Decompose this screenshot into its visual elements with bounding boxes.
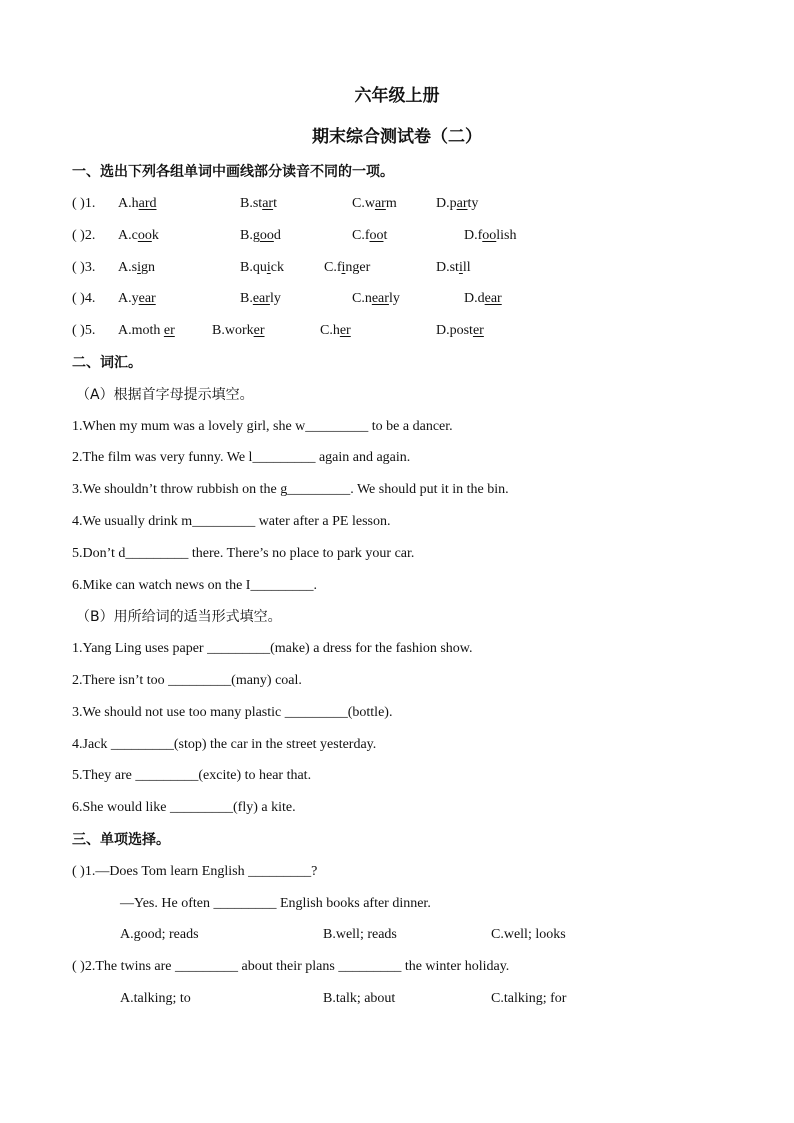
part2a-item-6: 6.Mike can watch news on the I_________.	[72, 578, 317, 593]
underlined-segment: oo	[137, 228, 152, 243]
part1-q1-option-a: A.hard	[118, 196, 157, 211]
part2b-heading: （B）用所给词的适当形式填空。	[76, 609, 282, 625]
underlined-segment: ar	[262, 196, 274, 211]
part1-q3-prefix: ( )3.	[72, 260, 96, 275]
part2a-item-4: 4.We usually drink m_________ water after a PE lesson.	[72, 514, 391, 529]
part2a-item-1: 1.When my mum was a lovely girl, she w_________ to be a dancer.	[72, 419, 453, 434]
underlined-segment: er	[472, 323, 484, 338]
part3-q1-stem2: —Yes. He often _________ English books after dinner.	[120, 896, 431, 911]
part2b-item-4: 4.Jack _________(stop) the car in the street yesterday.	[72, 737, 377, 752]
part3-q2-option-b: B.talk; about	[323, 991, 396, 1006]
part3-q1-option-a: A.good; reads	[120, 927, 199, 942]
part1-q2-prefix: ( )2.	[72, 228, 96, 243]
part2b-item-3: 3.We should not use too many plastic _________(bottle).	[72, 705, 393, 720]
part1-heading: 一、选出下列各组单词中画线部分读音不同的一项。	[72, 164, 394, 180]
part2a-item-2: 2.The film was very funny. We l_________ again and again.	[72, 450, 411, 465]
part1-q4-option-c: C.nearly	[352, 291, 400, 306]
underlined-segment: er	[163, 323, 175, 338]
part1-q1-prefix: ( )1.	[72, 196, 96, 211]
underlined-segment: ar	[456, 196, 468, 211]
underlined-segment: i	[137, 260, 141, 275]
part1-q5-option-c: C.her	[320, 323, 351, 338]
underlined-segment: i	[458, 260, 463, 275]
part3-q2-stem: ( )2.The twins are _________ about their plans _________ the winter holiday.	[72, 959, 510, 974]
underlined-segment: i	[341, 260, 346, 275]
part3-q1-option-b: B.well; reads	[323, 927, 397, 942]
exam-title: 期末综合测试卷（二）	[312, 127, 482, 147]
part1-q3-option-d: D.still	[436, 260, 471, 275]
underlined-segment: ear	[252, 291, 270, 306]
part1-q3-option-b: B.quick	[240, 260, 284, 275]
part1-q5-prefix: ( )5.	[72, 323, 96, 338]
part1-q5-option-d: D.poster	[436, 323, 484, 338]
part1-q1-option-c: C.warm	[352, 196, 397, 211]
part1-q5-option-b: B.worker	[212, 323, 265, 338]
underlined-segment: ar	[374, 196, 386, 211]
underlined-segment: ear	[371, 291, 389, 306]
part2-heading: 二、词汇。	[72, 355, 142, 371]
underlined-segment: er	[339, 323, 351, 338]
part1-q2-option-c: C.foot	[352, 228, 388, 243]
part1-q1-option-d: D.party	[436, 196, 479, 211]
part1-q4-option-a: A.year	[118, 291, 156, 306]
part2a-item-3: 3.We shouldn’t throw rubbish on the g_________. We should put it in the bin.	[72, 482, 509, 497]
underlined-segment: ard	[138, 196, 157, 211]
part2a-item-5: 5.Don’t d_________ there. There’s no place to park your car.	[72, 546, 415, 561]
part3-q1-stem: ( )1.—Does Tom learn English _________?	[72, 864, 318, 879]
part3-q1-option-c: C.well; looks	[491, 927, 566, 942]
part1-q4-option-b: B.early	[240, 291, 281, 306]
part1-q4-prefix: ( )4.	[72, 291, 96, 306]
part2b-item-6: 6.She would like _________(fly) a kite.	[72, 800, 296, 815]
part2b-item-5: 5.They are _________(excite) to hear that.	[72, 768, 312, 783]
part3-q2-option-a: A.talking; to	[120, 991, 191, 1006]
part2b-item-2: 2.There isn’t too _________(many) coal.	[72, 673, 302, 688]
part1-q2-option-a: A.cook	[118, 228, 159, 243]
underlined-segment: er	[253, 323, 265, 338]
part1-q1-option-b: B.start	[240, 196, 277, 211]
part3-heading: 三、单项选择。	[72, 832, 170, 848]
part2b-item-1: 1.Yang Ling uses paper _________(make) a dress for the fashion show.	[72, 641, 473, 656]
grade-title: 六年级上册	[354, 86, 440, 106]
underlined-segment: ear	[138, 291, 156, 306]
underlined-segment: ear	[484, 291, 502, 306]
part2a-heading: （A）根据首字母提示填空。	[76, 387, 254, 403]
part1-q5-option-a: A.moth er	[118, 323, 175, 338]
underlined-segment: oo	[259, 228, 274, 243]
part1-q2-option-d: D.foolish	[464, 228, 517, 243]
underlined-segment: i	[266, 260, 271, 275]
underlined-segment: oo	[369, 228, 384, 243]
part3-q2-option-c: C.talking; for	[491, 991, 567, 1006]
part1-q2-option-b: B.good	[240, 228, 281, 243]
part1-q4-option-d: D.dear	[464, 291, 502, 306]
part1-q3-option-a: A.sign	[118, 260, 155, 275]
underlined-segment: oo	[482, 228, 497, 243]
part1-q3-option-c: C.finger	[324, 260, 371, 275]
